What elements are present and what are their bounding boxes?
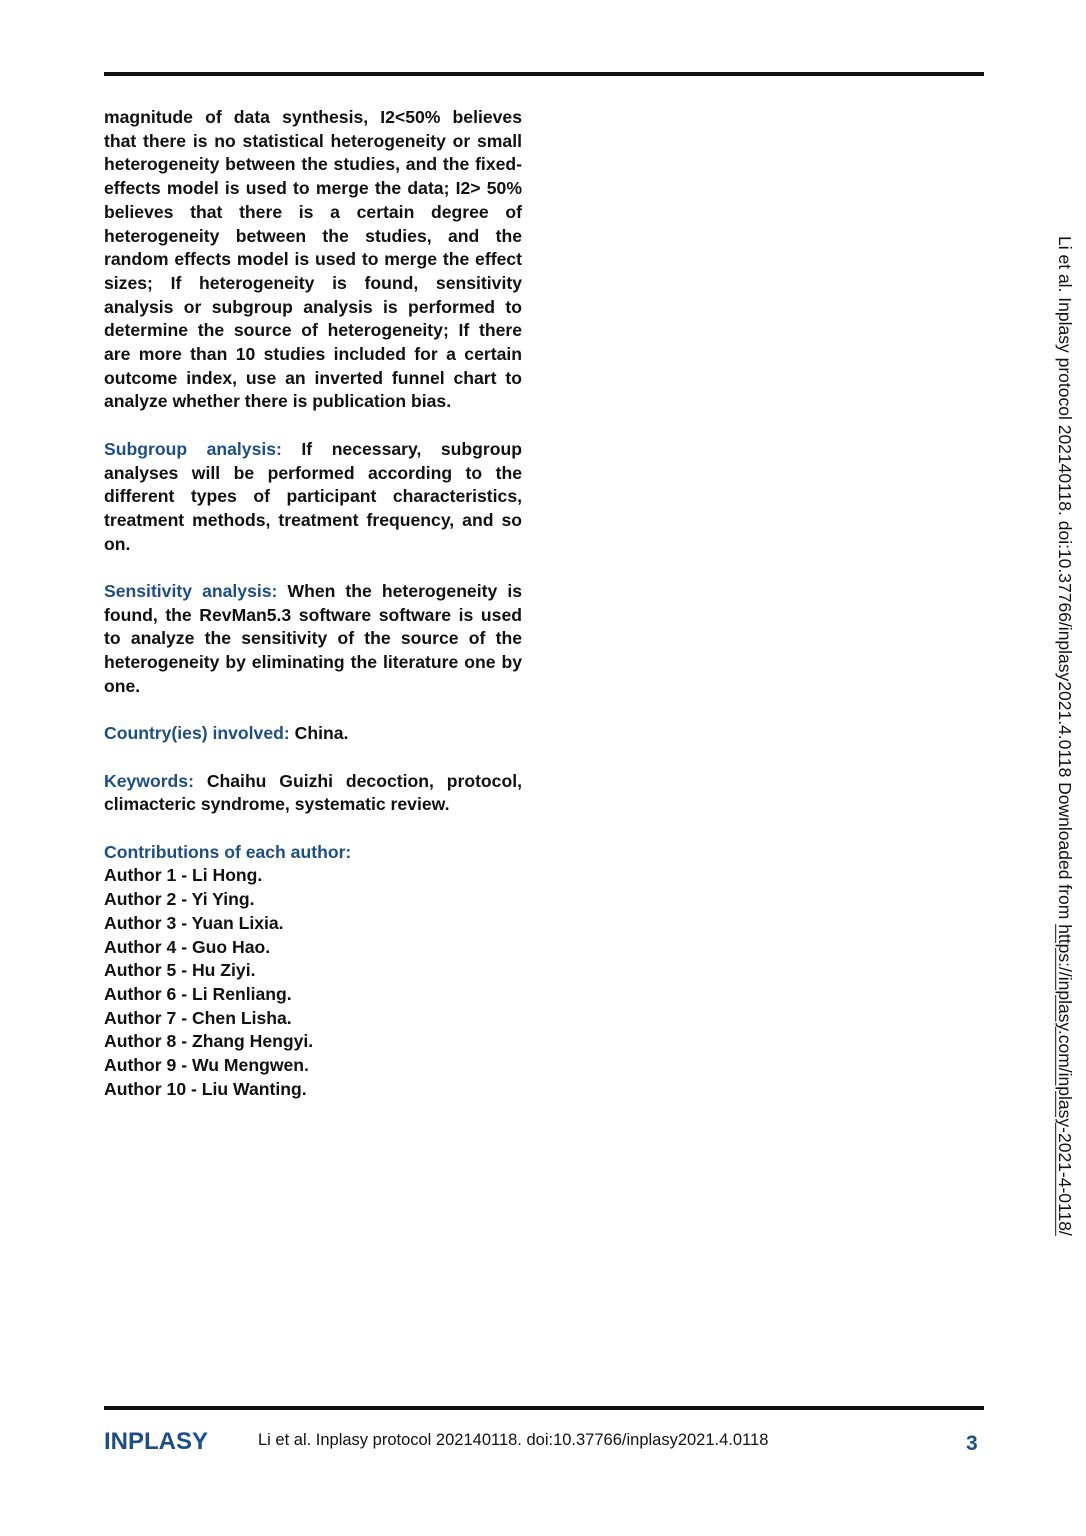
footer-rule — [104, 1406, 984, 1410]
author-item: Author 4 - Guo Hao. — [104, 936, 271, 957]
author-item: Author 3 - Yuan Lixia. — [104, 912, 284, 933]
country-section — [104, 722, 522, 746]
author-item: Author 10 - Liu Wanting. — [104, 1078, 307, 1099]
footer-citation: Li et al. Inplasy protocol 202140118. doi:10.37766/inplasy2021.4.0118 — [258, 1431, 769, 1449]
keywords-section — [104, 770, 522, 817]
keywords-text: Chaihu Guizhi decoction, protocol, climacteric syndrome, systematic review. — [104, 770, 522, 815]
country-text: China. — [294, 723, 349, 744]
country-label: Country(ies) involved: — [104, 723, 290, 744]
download-watermark-text: Li et al. Inplasy protocol 202140118. doi:10.37766/inplasy2021.4.0118 Downloaded from — [1055, 236, 1075, 925]
author-item: Author 5 - Hu Ziyi. — [104, 960, 256, 981]
author-item: Author 2 - Yi Ying. — [104, 889, 255, 910]
contributions-section — [104, 841, 522, 1102]
page-number: 3 — [966, 1432, 978, 1455]
download-link[interactable]: https://inplasy.com/inplasy-2021-4-0118/ — [1055, 924, 1075, 1236]
footer-brand-logo: INPLASY — [104, 1428, 209, 1455]
sensitivity-analysis-text: When the heterogeneity is found, the RevMan5.3 software software is used to analyze the sensitivity of the source of the heterogeneity by eliminating the literature one by one. — [104, 581, 522, 696]
subgroup-analysis-text: If necessary, subgroup analyses will be performed according to the different types of participant characteristics, treatment methods, treatment frequency, and so on. — [104, 438, 522, 554]
author-item: Author 1 - Li Hong. — [104, 865, 263, 886]
contributions-label: Contributions of each author: — [104, 841, 352, 862]
author-item: Author 6 - Li Renliang. — [104, 983, 292, 1004]
sensitivity-analysis-label: Sensitivity analysis: — [104, 581, 278, 602]
methods-paragraph: magnitude of data synthesis, I2<50% believes that there is no statistical heterogeneity or small heterogeneity between the studies, and the fixed-effects model is used to merge the data; I2> 50% believes that there is a certain degree of heterogeneity between the studies, and the random effects model is used to merge the effect sizes; If heterogeneity is found, sensitivity analysis or subgroup analysis is performed to determine the source of heterogeneity; If there are more than 10 studies included for a certain outcome index, use an inverted funnel chart to analyze whether there is publication bias. — [104, 107, 522, 412]
main-column — [104, 106, 522, 1101]
subgroup-analysis-label: Subgroup analysis: — [104, 438, 282, 459]
header-rule — [104, 72, 984, 76]
sensitivity-analysis-section — [104, 580, 522, 699]
author-item: Author 8 - Zhang Hengyi. — [104, 1031, 314, 1052]
author-item: Author 7 - Chen Lisha. — [104, 1007, 292, 1028]
subgroup-analysis-section — [104, 438, 522, 557]
author-item: Author 9 - Wu Mengwen. — [104, 1055, 309, 1076]
download-watermark — [1054, 236, 1075, 1236]
keywords-label: Keywords: — [104, 770, 194, 791]
